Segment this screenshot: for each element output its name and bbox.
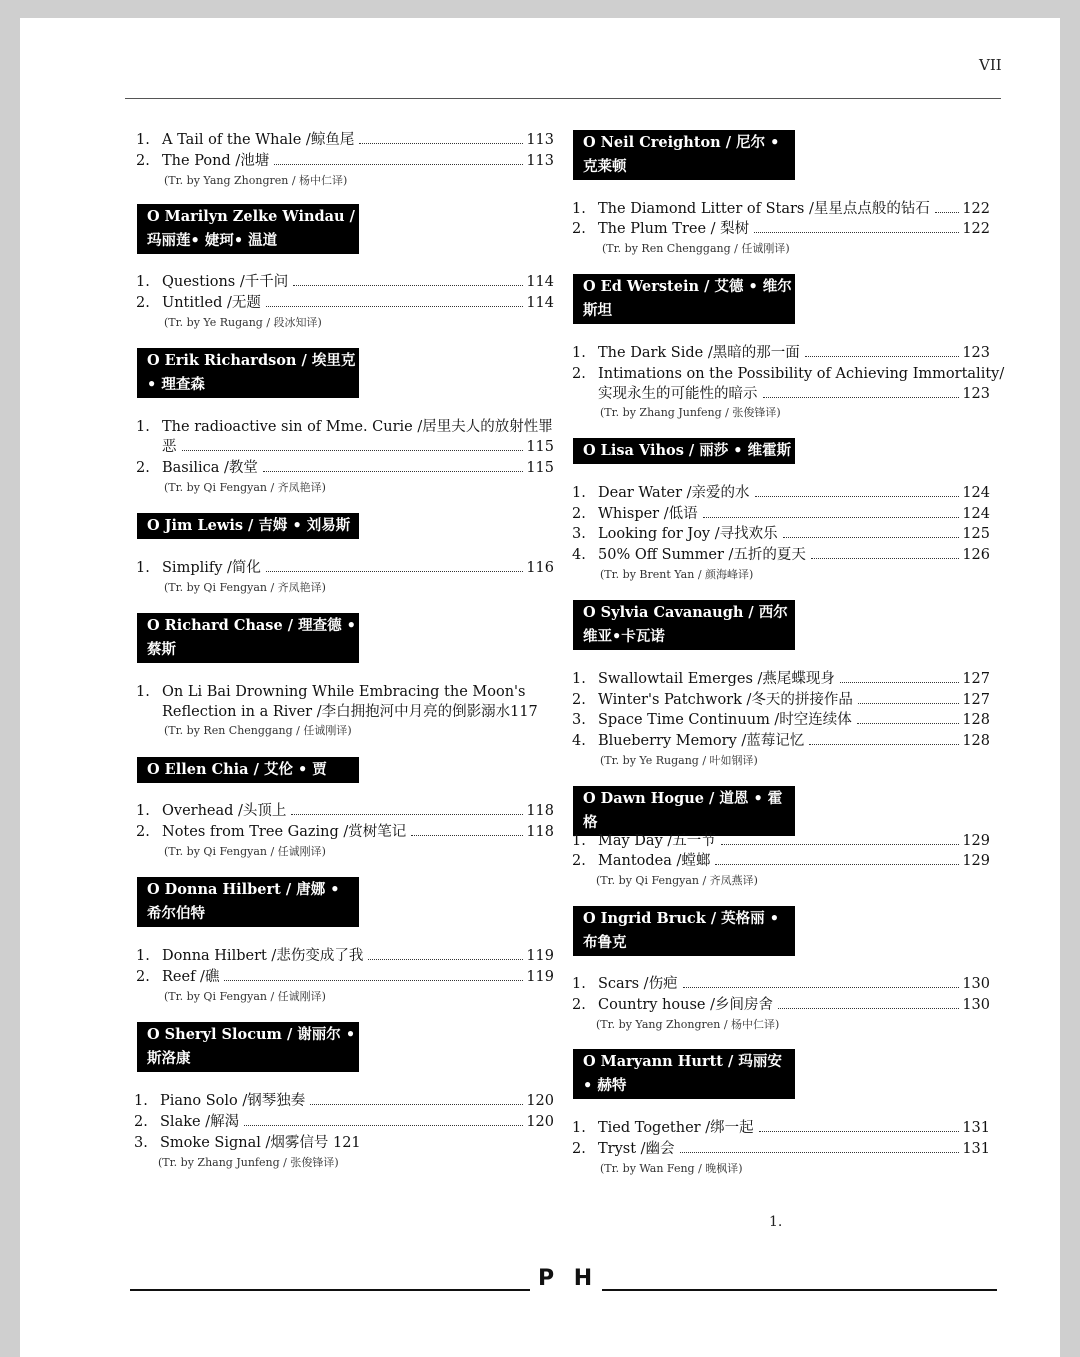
- toc-entry: [572, 974, 990, 994]
- entry-title-line1: The radioactive sin of Mme. Curie /居里夫人的放射性罪: [162, 419, 553, 435]
- toc-entry: [136, 130, 554, 150]
- author-heading: O Marilyn Zelke Windau / 玛丽莲• 婕珂• 温道: [137, 204, 359, 254]
- entry-page: 122: [962, 201, 990, 217]
- entry-number: 2.: [572, 853, 586, 869]
- entry-title-line2: [162, 437, 554, 457]
- translator-credit: (Tr. by Qi Fengyan / 齐凤艳译): [164, 481, 326, 494]
- dot-leader: [811, 558, 959, 559]
- dot-leader: [754, 232, 959, 233]
- toc-entry: [136, 558, 554, 578]
- toc-entry: [572, 1118, 990, 1138]
- page-number: VII: [979, 56, 1002, 74]
- entry-title-line1: Intimations on the Possibility of Achieving Immortality/: [598, 366, 1005, 382]
- entry-title: The Dark Side /黑暗的那一面: [598, 345, 800, 361]
- entry-page: 123: [962, 345, 990, 361]
- entry-number: 2.: [572, 997, 586, 1013]
- entry-title: Winter's Patchwork /冬天的拼接作品: [598, 692, 853, 708]
- entry-title: Untitled /无题: [162, 295, 261, 311]
- toc-entry: [136, 151, 554, 171]
- dot-leader: [778, 1008, 959, 1009]
- dot-leader: [857, 723, 960, 724]
- dot-leader: [244, 1125, 523, 1126]
- translator-credit: (Tr. by Ye Rugang / 叶如钢译): [600, 754, 758, 767]
- entry-number: 2.: [136, 295, 150, 311]
- author-heading: O Erik Richardson / 埃里克 • 理查森: [137, 348, 359, 398]
- dot-leader: [763, 397, 960, 398]
- translator-credit: (Tr. by Zhang Junfeng / 张俊锋译): [600, 406, 781, 419]
- entry-page: 127: [962, 671, 990, 687]
- dot-leader: [721, 844, 960, 845]
- author-heading: O Jim Lewis / 吉姆 • 刘易斯: [137, 513, 359, 539]
- footer-logo: P H: [538, 1266, 599, 1291]
- toc-entry: [136, 801, 554, 821]
- toc-entry: [136, 272, 554, 292]
- toc-entry: [572, 851, 990, 871]
- entry-number: 2.: [572, 221, 586, 237]
- dot-leader: [715, 864, 959, 865]
- entry-title: 50% Off Summer /五折的夏天: [598, 547, 806, 563]
- entry-title: Reef /礁: [162, 969, 220, 985]
- entry-title: Overhead /头顶上: [162, 803, 287, 819]
- toc-entry: [572, 364, 1005, 404]
- entry-number: 2.: [572, 506, 586, 522]
- toc-entry: [572, 524, 990, 544]
- entry-page: 115: [526, 460, 554, 476]
- entry-page: 125: [962, 526, 990, 542]
- entry-title: Country house /乡间房舍: [598, 997, 773, 1013]
- entry-page: 126: [962, 547, 990, 563]
- entry-title: Questions /千千问: [162, 274, 289, 290]
- entry-number: 1.: [572, 671, 586, 687]
- author-heading: O Ellen Chia / 艾伦 • 贾: [137, 757, 359, 783]
- entry-page: 122: [962, 221, 990, 237]
- toc-entry: [136, 417, 554, 457]
- entry-number: 1.: [136, 274, 150, 290]
- entry-number: 1.: [572, 345, 586, 361]
- entry-title: The Plum Tree / 梨树: [598, 221, 750, 237]
- entry-title: Tryst /幽会: [598, 1141, 675, 1157]
- author-heading: O Lisa Vihos / 丽莎 • 维霍斯: [573, 438, 795, 464]
- entry-title: Basilica /教堂: [162, 460, 258, 476]
- dot-leader: [683, 987, 960, 988]
- entry-number: 2.: [572, 1141, 586, 1157]
- entry-page: 130: [962, 976, 990, 992]
- entry-title: Whisper /低语: [598, 506, 698, 522]
- dot-leader: [680, 1152, 960, 1153]
- translator-credit: (Tr. by Zhang Junfeng / 张俊锋译): [158, 1156, 339, 1169]
- entry-number: 1.: [136, 560, 150, 576]
- dot-leader: [858, 703, 959, 704]
- entry-number: 1.: [572, 201, 586, 217]
- dot-leader: [755, 496, 960, 497]
- author-heading: O Richard Chase / 理查德 • 蔡斯: [137, 613, 359, 663]
- dot-leader: [266, 306, 523, 307]
- entry-title: A Tail of the Whale /鲸鱼尾: [162, 132, 355, 148]
- dot-leader: [291, 814, 523, 815]
- entry-number: 3.: [134, 1135, 148, 1151]
- toc-entry: [572, 483, 990, 503]
- entry-number: 1.: [136, 684, 150, 700]
- toc-entry: [134, 1112, 554, 1132]
- entry-page: 129: [962, 853, 990, 869]
- entry-title: Blueberry Memory /蓝莓记忆: [598, 733, 805, 749]
- dot-leader: [274, 164, 523, 165]
- entry-number: 2.: [136, 460, 150, 476]
- entry-number: 1.: [136, 132, 150, 148]
- entry-title: Mantodea /螳螂: [598, 853, 711, 869]
- translator-credit: (Tr. by Ren Chenggang / 任诚刚译): [164, 724, 352, 737]
- entry-page: 118: [526, 803, 554, 819]
- entry-number: 2.: [134, 1114, 148, 1130]
- toc-entry: [572, 545, 990, 565]
- entry-title: Donna Hilbert /悲伤变成了我: [162, 948, 364, 964]
- author-heading: O Sheryl Slocum / 谢丽尔 • 斯洛康: [137, 1022, 359, 1072]
- entry-page: 120: [526, 1093, 554, 1109]
- entry-title: Looking for Joy /寻找欢乐: [598, 526, 778, 542]
- toc-entry: [572, 219, 990, 239]
- entry-number: 1.: [136, 948, 150, 964]
- translator-credit: (Tr. by Qi Fengyan / 齐凤燕译): [596, 874, 758, 887]
- entry-page: 120: [526, 1114, 554, 1130]
- dot-leader: [935, 212, 959, 213]
- author-heading: O Ingrid Bruck / 英格丽 • 布鲁克: [573, 906, 795, 956]
- entry-title: Simplify /简化: [162, 560, 261, 576]
- entry-page: 113: [526, 132, 554, 148]
- entry-page: 123: [962, 386, 990, 402]
- dot-leader: [411, 835, 523, 836]
- toc-entry: [572, 1139, 990, 1159]
- entry-number: 2.: [136, 969, 150, 985]
- entry-page: 131: [962, 1141, 990, 1157]
- dot-leader: [840, 682, 959, 683]
- entry-title: The Diamond Litter of Stars /星星点点般的钻石: [598, 201, 930, 217]
- document-page: [20, 18, 1060, 1357]
- entry-number: 1.: [134, 1093, 148, 1109]
- dot-leader: [182, 450, 524, 451]
- toc-entry: [572, 199, 990, 219]
- toc-entry: [572, 731, 990, 751]
- toc-entry: [136, 822, 554, 842]
- toc-entry: [572, 343, 990, 363]
- entry-number: 2.: [572, 692, 586, 708]
- toc-entry: [572, 504, 990, 524]
- footer-rule-left: [130, 1289, 530, 1291]
- toc-entry: [134, 1133, 554, 1153]
- translator-credit: (Tr. by Yang Zhongren / 杨中仁译): [164, 174, 348, 187]
- dot-leader: [368, 959, 523, 960]
- toc-entry: [136, 458, 554, 478]
- entry-number: 4.: [572, 733, 586, 749]
- entry-page: 113: [526, 153, 554, 169]
- author-heading: O Dawn Hogue / 道恩 • 霍格: [573, 786, 795, 836]
- toc-entry: [572, 831, 990, 851]
- author-heading: O Donna Hilbert / 唐娜 • 希尔伯特: [137, 877, 359, 927]
- entry-page: 114: [526, 295, 554, 311]
- entry-title-cont: Reflection in a River /李白拥抱河中月亮的倒影溺水: [162, 704, 511, 720]
- entry-number: 1.: [572, 833, 586, 849]
- entry-number: 3.: [572, 526, 586, 542]
- dot-leader: [783, 537, 960, 538]
- dot-leader: [263, 471, 523, 472]
- entry-number: 1.: [136, 419, 150, 435]
- entry-title-line2: [162, 702, 554, 722]
- entry-number: 2.: [136, 824, 150, 840]
- entry-title: The Pond /池塘: [162, 153, 270, 169]
- entry-page: 130: [962, 997, 990, 1013]
- entry-page: 115: [526, 439, 554, 455]
- translator-credit: (Tr. by Wan Feng / 晚枫译): [600, 1162, 743, 1175]
- dot-leader: [310, 1104, 523, 1105]
- toc-entry: [572, 690, 990, 710]
- dot-leader: [293, 285, 523, 286]
- translator-credit: (Tr. by Qi Fengyan / 任诚刚译): [164, 845, 326, 858]
- footer-rule-right: [602, 1289, 997, 1291]
- stray-mark: 1.: [769, 1214, 783, 1230]
- author-heading: O Neil Creighton / 尼尔 • 克莱顿: [573, 130, 795, 180]
- entry-page: 124: [962, 485, 990, 501]
- dot-leader: [266, 571, 523, 572]
- entry-page: 131: [962, 1120, 990, 1136]
- entry-number: 4.: [572, 547, 586, 563]
- entry-title: Piano Solo /钢琴独奏: [160, 1093, 306, 1109]
- entry-number: 1.: [572, 485, 586, 501]
- translator-credit: (Tr. by Ren Chenggang / 任诚刚译): [602, 242, 790, 255]
- entry-number: 2.: [572, 366, 586, 382]
- entry-number: 1.: [136, 803, 150, 819]
- entry-page: 117: [510, 704, 538, 720]
- entry-title-cont: 实现永生的可能性的暗示: [598, 386, 758, 402]
- entry-number: 1.: [572, 1120, 586, 1136]
- entry-page: 128: [962, 712, 990, 728]
- author-heading: O Maryann Hurtt / 玛丽安 • 赫特: [573, 1049, 795, 1099]
- entry-page: 116: [526, 560, 554, 576]
- entry-title: Scars /伤疤: [598, 976, 678, 992]
- entry-page: 124: [962, 506, 990, 522]
- translator-credit: (Tr. by Ye Rugang / 段冰知译): [164, 316, 322, 329]
- dot-leader: [224, 980, 523, 981]
- toc-entry: [136, 293, 554, 313]
- entry-page: 127: [962, 692, 990, 708]
- translator-credit: (Tr. by Yang Zhongren / 杨中仁译): [596, 1018, 780, 1031]
- entry-title: Tied Together /绑一起: [598, 1120, 754, 1136]
- entry-number: 1.: [572, 976, 586, 992]
- entry-number: 2.: [136, 153, 150, 169]
- entry-title: Notes from Tree Gazing /赏树笔记: [162, 824, 407, 840]
- author-heading: O Sylvia Cavanaugh / 西尔维亚•卡瓦诺: [573, 600, 795, 650]
- translator-credit: (Tr. by Qi Fengyan / 齐凤艳译): [164, 581, 326, 594]
- dot-leader: [809, 744, 959, 745]
- translator-credit: (Tr. by Brent Yan / 颜海峰译): [600, 568, 754, 581]
- author-heading: O Ed Werstein / 艾德 • 维尔斯坦: [573, 274, 795, 324]
- entry-number: 3.: [572, 712, 586, 728]
- entry-title: Swallowtail Emerges /燕尾蝶现身: [598, 671, 835, 687]
- entry-title-cont: 恶: [162, 439, 177, 455]
- toc-entry: [136, 967, 554, 987]
- header-rule: [125, 98, 1001, 99]
- dot-leader: [703, 517, 960, 518]
- entry-page: 129: [962, 833, 990, 849]
- dot-leader: [805, 356, 960, 357]
- entry-title: Space Time Continuum /时空连续体: [598, 712, 852, 728]
- toc-entry: [572, 995, 990, 1015]
- entry-page: 119: [526, 969, 554, 985]
- entry-page: 128: [962, 733, 990, 749]
- toc-entry: [572, 669, 990, 689]
- entry-title-line2: [598, 384, 990, 404]
- entry-title: Smoke Signal /烟雾信号 121: [160, 1135, 361, 1151]
- entry-title-line1: On Li Bai Drowning While Embracing the Moon's: [162, 684, 526, 700]
- entry-title: Dear Water /亲爱的水: [598, 485, 750, 501]
- entry-page: 119: [526, 948, 554, 964]
- entry-page: 114: [526, 274, 554, 290]
- dot-leader: [359, 143, 523, 144]
- toc-entry: [136, 946, 554, 966]
- toc-entry: [136, 682, 554, 722]
- dot-leader: [759, 1131, 960, 1132]
- entry-title: Slake /解渴: [160, 1114, 240, 1130]
- entry-title: May Day /五一节: [598, 833, 716, 849]
- toc-entry: [572, 710, 990, 730]
- entry-page: 118: [526, 824, 554, 840]
- toc-entry: [134, 1091, 554, 1111]
- translator-credit: (Tr. by Qi Fengyan / 任诚刚译): [164, 990, 326, 1003]
